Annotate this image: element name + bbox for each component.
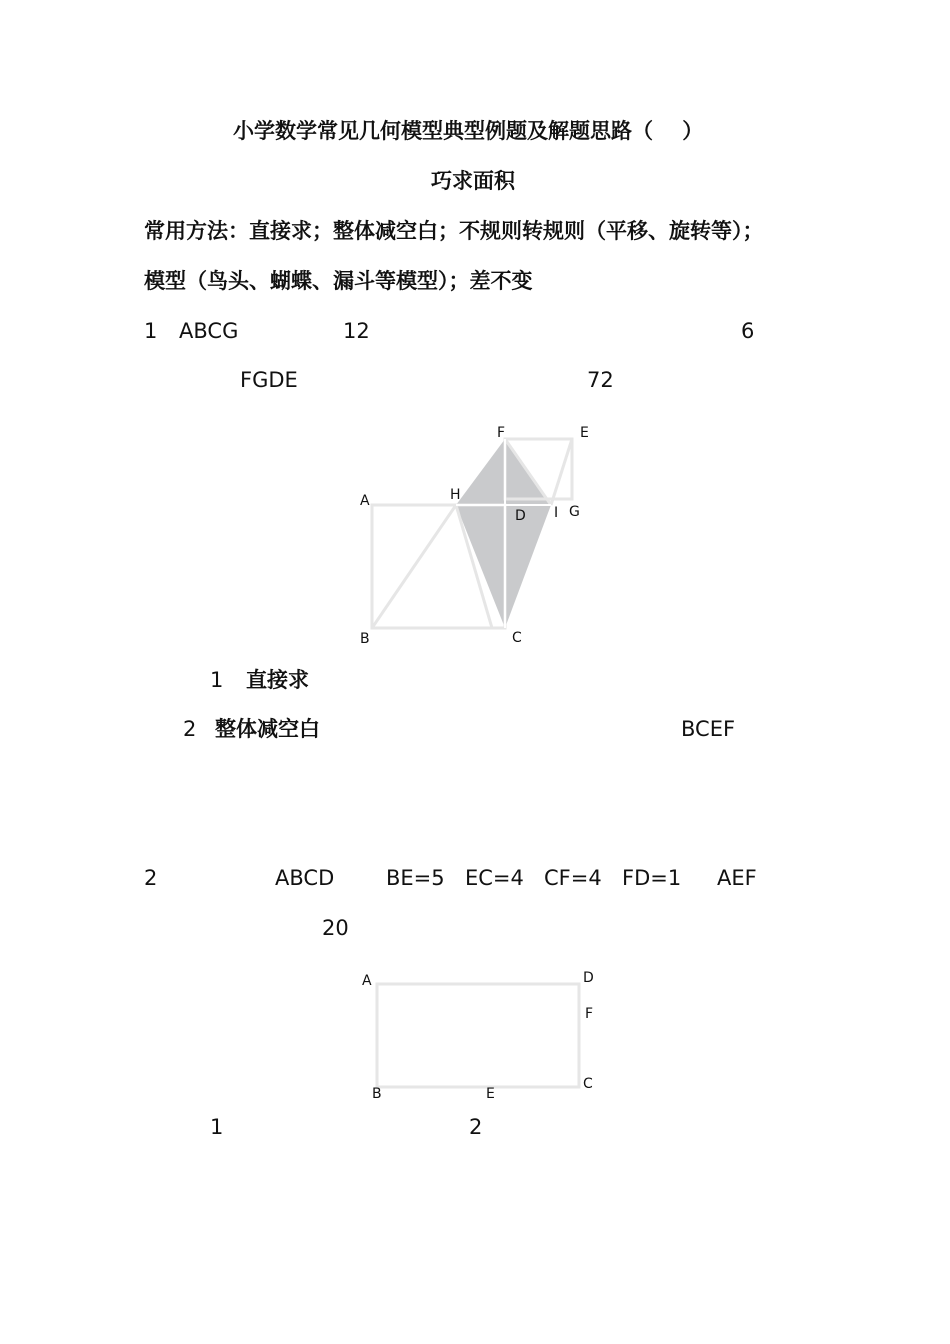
solution-1-direct: 直接求 bbox=[246, 668, 309, 692]
figure-1-label-e: E bbox=[580, 425, 589, 441]
figure-2-label-e: E bbox=[486, 1086, 495, 1102]
figure-1-label-g: G bbox=[569, 504, 580, 520]
solution-2-subtract: 整体减空白 bbox=[215, 717, 320, 741]
problem-1-value-12: 12 bbox=[343, 319, 370, 343]
problem-2-cf: CF=4 bbox=[544, 866, 602, 890]
problem-2-abcd: ABCD bbox=[275, 866, 335, 890]
rectangle-abcd bbox=[377, 984, 579, 1087]
page-subtitle: 巧求面积 bbox=[431, 169, 515, 193]
problem-2-ec: EC=4 bbox=[465, 866, 524, 890]
problem-1-abcg: ABCG bbox=[179, 319, 239, 343]
problem-2-solution-2-number: 2 bbox=[469, 1115, 483, 1139]
figure-1-label-c: C bbox=[512, 630, 522, 646]
figure-1-label-a: A bbox=[360, 493, 370, 509]
figure-1-label-f: F bbox=[497, 425, 506, 441]
figure-2-label-a: A bbox=[362, 973, 372, 989]
solution-2-number: 2 bbox=[183, 717, 197, 741]
figure-1-label-h: H bbox=[450, 487, 461, 503]
methods-line-2: 模型（鸟头、蝴蝶、漏斗等模型）；差不变 bbox=[144, 269, 533, 293]
problem-1-number: 1 bbox=[144, 319, 158, 343]
problem-2-solution-1-number: 1 bbox=[210, 1115, 224, 1139]
figure-2-label-d: D bbox=[583, 970, 594, 986]
problem-2-value-20: 20 bbox=[322, 916, 349, 940]
solution-2-bcef: BCEF bbox=[681, 717, 736, 741]
solution-1-number: 1 bbox=[210, 668, 224, 692]
problem-2-number: 2 bbox=[144, 866, 158, 890]
page-title: 小学数学常见几何模型典型例题及解题思路（ ） bbox=[233, 119, 704, 143]
problem-2-be: BE=5 bbox=[386, 866, 445, 890]
problem-1-fgde: FGDE bbox=[240, 368, 298, 392]
figure-2-label-b: B bbox=[372, 1086, 382, 1102]
figure-1-label-b: B bbox=[360, 631, 370, 647]
methods-line-1: 常用方法：直接求；整体减空白；不规则转规则（平移、旋转等）； bbox=[144, 219, 764, 243]
problem-2-fd: FD=1 bbox=[622, 866, 682, 890]
problem-1-value-72: 72 bbox=[587, 368, 614, 392]
problem-2-aef: AEF bbox=[717, 866, 757, 890]
figure-1-label-i: I bbox=[554, 505, 559, 521]
figure-1-label-d: D bbox=[515, 508, 526, 524]
problem-1-value-6: 6 bbox=[741, 319, 755, 343]
figure-2-label-c: C bbox=[583, 1076, 593, 1092]
figure-2-label-f: F bbox=[585, 1006, 594, 1022]
